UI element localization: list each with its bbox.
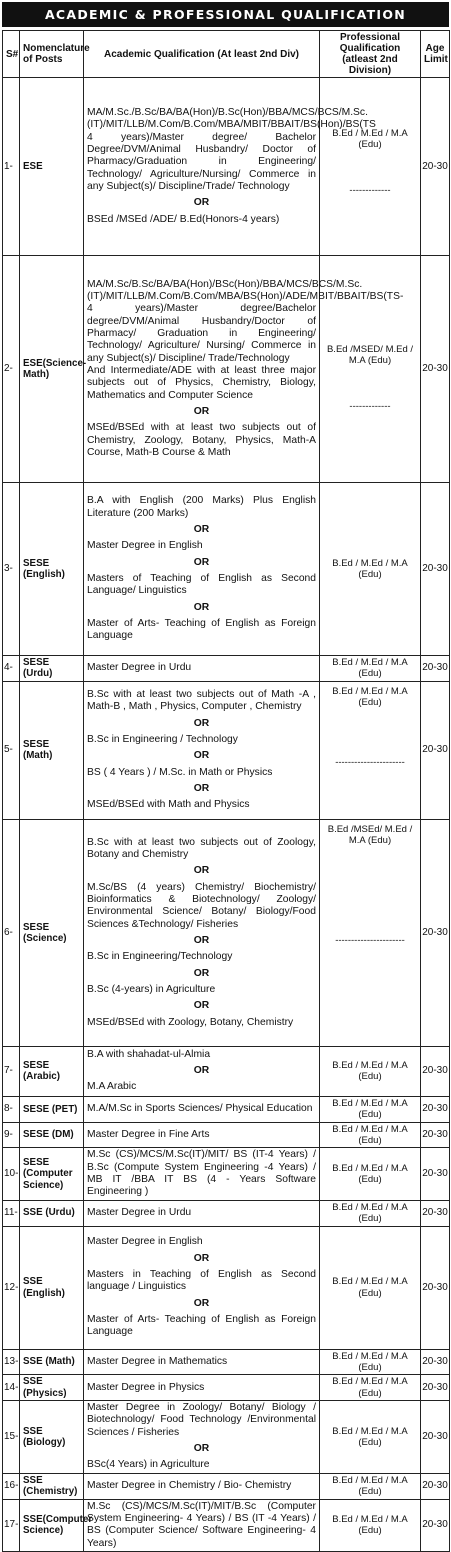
or-separator: OR bbox=[193, 782, 210, 794]
professional-qualification-dash: ---------------------- bbox=[335, 934, 405, 946]
row-age-limit: 20-30 bbox=[421, 1499, 450, 1551]
professional-qualification-text: B.Ed / M.Ed / M.A (Edu) bbox=[332, 657, 408, 680]
row-serial-number: 12- bbox=[3, 1226, 20, 1349]
professional-qualification-text: B.Ed / M.Ed / M.A (Edu) bbox=[332, 1123, 408, 1146]
qualification-line: M.A Arabic bbox=[87, 1081, 137, 1093]
row-age-limit: 20-30 bbox=[421, 1200, 450, 1226]
row-post-name: SSE (Math) bbox=[20, 1349, 84, 1375]
row-professional-qualification bbox=[320, 1473, 421, 1499]
table-row bbox=[3, 1096, 450, 1122]
or-separator: OR bbox=[193, 197, 210, 209]
row-serial-number: 8- bbox=[3, 1096, 20, 1122]
professional-qualification-text: B.Ed / M.Ed / M.A (Edu) bbox=[332, 1201, 408, 1225]
qualification-line: Master Degree in Urdu bbox=[87, 1206, 192, 1218]
or-separator: OR bbox=[193, 967, 210, 979]
qualification-line: Masters of Teaching of English as Second Language/ Linguistics bbox=[87, 573, 316, 597]
qualification-line: Master Degree in Physics bbox=[87, 1381, 205, 1393]
or-separator: OR bbox=[193, 1443, 210, 1455]
or-separator: OR bbox=[193, 601, 210, 613]
qualification-line: B.A with English (200 Marks) Plus English Literature (200 Marks) bbox=[87, 495, 316, 519]
qualification-line: B.Sc in Engineering / Technology bbox=[87, 733, 238, 745]
row-serial-number: 5- bbox=[3, 681, 20, 819]
row-academic-qualification bbox=[84, 1096, 320, 1122]
professional-qualification-dash: ------------- bbox=[349, 184, 391, 196]
row-post-name: SESE (English) bbox=[20, 483, 84, 656]
professional-qualification-text: B.Ed /MSED/ M.Ed / M.A (Edu) bbox=[326, 344, 414, 367]
table-row bbox=[3, 819, 450, 1046]
qualification-line: Masters in Teaching of English as Second language / Linguistics bbox=[87, 1268, 316, 1293]
row-post-name: SSE (Urdu) bbox=[20, 1200, 84, 1226]
row-serial-number: 4- bbox=[3, 656, 20, 682]
row-serial-number: 2- bbox=[3, 256, 20, 483]
row-academic-qualification bbox=[84, 483, 320, 656]
row-post-name: SESE (Urdu) bbox=[20, 656, 84, 682]
table-body bbox=[3, 78, 450, 1552]
qualification-table bbox=[2, 30, 450, 1552]
or-separator: OR bbox=[193, 865, 210, 877]
table-header-row bbox=[3, 31, 450, 78]
or-separator: OR bbox=[193, 406, 210, 418]
qualification-line: Master Degree in Mathematics bbox=[87, 1355, 228, 1367]
table-row bbox=[3, 1349, 450, 1375]
row-professional-qualification bbox=[320, 656, 421, 682]
or-separator: OR bbox=[193, 934, 210, 946]
row-academic-qualification bbox=[84, 681, 320, 819]
row-academic-qualification bbox=[84, 1122, 320, 1148]
row-academic-qualification bbox=[84, 1401, 320, 1474]
row-academic-qualification bbox=[84, 1473, 320, 1499]
row-professional-qualification bbox=[320, 1148, 421, 1200]
qualification-line: Master Degree in Urdu bbox=[87, 662, 192, 674]
table-row bbox=[3, 681, 450, 819]
table-row bbox=[3, 1375, 450, 1401]
row-professional-qualification bbox=[320, 1200, 421, 1226]
row-serial-number: 6- bbox=[3, 819, 20, 1046]
row-age-limit: 20-30 bbox=[421, 483, 450, 656]
professional-qualification-text: B.Ed / M.Ed / M.A (Edu) bbox=[332, 685, 408, 709]
row-age-limit: 20-30 bbox=[421, 656, 450, 682]
table-row bbox=[3, 1200, 450, 1226]
row-academic-qualification bbox=[84, 1349, 320, 1375]
qualification-line: Master Degree in Fine Arts bbox=[87, 1128, 210, 1140]
or-separator: OR bbox=[193, 1297, 210, 1309]
row-post-name: SESE (DM) bbox=[20, 1122, 84, 1148]
row-post-name: ESE bbox=[20, 78, 84, 256]
page-title: ACADEMIC & PROFESSIONAL QUALIFICATION bbox=[2, 2, 449, 27]
professional-qualification-dash: ---------------------- bbox=[335, 756, 405, 768]
row-age-limit: 20-30 bbox=[421, 1473, 450, 1499]
qualification-line: M.A/M.Sc in Sports Sciences/ Physical Education bbox=[87, 1103, 313, 1114]
row-academic-qualification bbox=[84, 656, 320, 682]
professional-qualification-dash: ------------- bbox=[349, 400, 391, 412]
professional-qualification-text: B.Ed / M.Ed / M.A (Edu) bbox=[332, 1097, 408, 1121]
qualification-line: BS ( 4 Years ) / M.Sc. in Math or Physics bbox=[87, 766, 273, 778]
professional-qualification-text: B.Ed / M.Ed / M.A (Edu) bbox=[332, 128, 408, 151]
table-row bbox=[3, 78, 450, 256]
header-academic: Academic Qualification (At least 2nd Div) bbox=[84, 31, 320, 78]
row-academic-qualification bbox=[84, 1375, 320, 1401]
qualification-line: Master Degree in Chemistry / Bio- Chemistry bbox=[87, 1480, 292, 1491]
row-post-name: SSE (Biology) bbox=[20, 1401, 84, 1474]
qualification-line: MA/M.Sc./B.Sc/BA/BA(Hon)/B.Sc(Hon)/BBA/MCS/BCS/M.Sc.(IT)/MIT/LLB/M.Com/B.Com/MBA/MBIT/BBAIT/BS(Hon)/BS(TS 4 years)/Master degree/ Bachelor Degree/DVM/Animal Husbandry/ Doctor of Pharmacy/Graduation in Engineering/ Technology/ Agriculture/Nursing/ Commerce in any Subject(s)/ Discipline/Trade/ Technology bbox=[87, 106, 376, 193]
row-post-name: SESE (Science) bbox=[20, 819, 84, 1046]
qualification-line: Master Degree in English bbox=[87, 540, 203, 552]
row-post-name: SSE (English) bbox=[20, 1226, 84, 1349]
row-professional-qualification bbox=[320, 1122, 421, 1148]
professional-qualification-text: B.Ed / M.Ed / M.A (Edu) bbox=[332, 1376, 408, 1399]
row-academic-qualification bbox=[84, 1200, 320, 1226]
qualification-line: MSEd/BSEd with at least two subjects out of Chemistry, Zoology, Botany, Physics, Math-A Course, Math-B Course & Math bbox=[87, 422, 316, 459]
row-age-limit: 20-30 bbox=[421, 1226, 450, 1349]
professional-qualification-text: B.Ed / M.Ed / M.A (Edu) bbox=[332, 1474, 408, 1498]
row-academic-qualification bbox=[84, 819, 320, 1046]
professional-qualification-text: B.Ed / M.Ed / M.A (Edu) bbox=[332, 557, 408, 580]
professional-qualification-text: B.Ed / M.Ed / M.A (Edu) bbox=[332, 1059, 408, 1083]
qualification-line: M.Sc (CS)/MCS/M.Sc(IT)/MIT/ BS (IT-4 Years) / B.Sc (Compute System Engineering -4 Years) / MB IT /BBA IT BS (4 - Years Software Engineering ) bbox=[87, 1149, 316, 1198]
table-row bbox=[3, 656, 450, 682]
qualification-line: B.A with shahadat-ul-Almia bbox=[87, 1048, 211, 1060]
row-age-limit: 20-30 bbox=[421, 1401, 450, 1474]
row-academic-qualification bbox=[84, 1148, 320, 1200]
row-post-name: SSE(Computer Science) bbox=[20, 1499, 84, 1551]
row-professional-qualification bbox=[320, 483, 421, 656]
qualification-line: MA/M.Sc/B.Sc/BA/BA(Hon)/BSc(Hon)/BBA/MCS/BCS/M.Sc.(IT)/MIT/LLB/M.Com/B.Com/MBA/BS(Hon)/ADE/MBIT/BBAIT/BS(TS-4 years)/Master degree/Bachelor degree/DVM/Animal Husbandry/Doctor of Pharmacy/ Graduation in Engineering/ Technology/ Agriculture/ Nursing/ Commerce in any Subject(s)/ Discipline/ Trade/Technology bbox=[87, 278, 404, 364]
row-age-limit: 20-30 bbox=[421, 1046, 450, 1096]
row-professional-qualification bbox=[320, 1349, 421, 1375]
qualification-line: Master of Arts- Teaching of English as Foreign Language bbox=[87, 1314, 316, 1338]
professional-qualification-text: B.Ed / M.Ed / M.A (Edu) bbox=[332, 1513, 408, 1537]
qualification-line: MSEd/BSEd with Zoology, Botany, Chemistry bbox=[87, 1016, 294, 1028]
row-age-limit: 20-30 bbox=[421, 256, 450, 483]
row-post-name: SSE (Chemistry) bbox=[20, 1473, 84, 1499]
qualification-line: Master Degree in English bbox=[87, 1236, 203, 1248]
professional-qualification-text: B.Ed / M.Ed / M.A (Edu) bbox=[332, 1276, 408, 1299]
row-professional-qualification bbox=[320, 78, 421, 256]
qualification-line: Master of Arts- Teaching of English as Foreign Language bbox=[87, 618, 316, 642]
row-age-limit: 20-30 bbox=[421, 681, 450, 819]
row-age-limit: 20-30 bbox=[421, 819, 450, 1046]
table-row bbox=[3, 1122, 450, 1148]
qualification-line: And Intermediate/ADE with at least three major subjects out of Physics, Chemistry, Biology, Mathematics and Computer Science bbox=[87, 365, 316, 401]
professional-qualification-text: B.Ed /MSEd/ M.Ed / M.A (Edu) bbox=[327, 823, 413, 847]
row-professional-qualification bbox=[320, 681, 421, 819]
header-sn: S# bbox=[3, 31, 20, 78]
row-age-limit: 20-30 bbox=[421, 1349, 450, 1375]
row-professional-qualification bbox=[320, 1046, 421, 1096]
row-age-limit: 20-30 bbox=[421, 1096, 450, 1122]
or-separator: OR bbox=[193, 1252, 210, 1264]
row-academic-qualification bbox=[84, 1046, 320, 1096]
row-age-limit: 20-30 bbox=[421, 1375, 450, 1401]
qualification-line: B.Sc with at least two subjects out of Zoology, Botany and Chemistry bbox=[87, 836, 316, 860]
qualification-line: M.Sc/BS (4 years) Chemistry/ Biochemistry/ Bioinformatics & Biotechnology/ Zoology/ Environmental Science/ Botany/ Biology/Food Sciences &Technology/ Fisheries bbox=[87, 881, 316, 930]
table-row bbox=[3, 483, 450, 656]
row-serial-number: 13- bbox=[3, 1349, 20, 1375]
qualification-line: Master Degree in Zoology/ Botany/ Biology / Biotechnology/ Food Technology /Environmental Sciences / Fisheries bbox=[87, 1402, 316, 1438]
qualification-line: B.Sc in Engineering/Technology bbox=[87, 951, 233, 963]
table-row bbox=[3, 1401, 450, 1474]
header-professional: Professional Qualification (atleast 2nd Division) bbox=[320, 31, 421, 78]
row-post-name: SESE (Arabic) bbox=[20, 1046, 84, 1096]
row-serial-number: 3- bbox=[3, 483, 20, 656]
qualification-line: MSEd/BSEd with Math and Physics bbox=[87, 799, 250, 811]
row-post-name: SESE (Math) bbox=[20, 681, 84, 819]
header-post: Nomenclature of Posts bbox=[20, 31, 84, 78]
or-separator: OR bbox=[193, 717, 210, 729]
row-serial-number: 17- bbox=[3, 1499, 20, 1551]
row-post-name: SESE (Computer Science) bbox=[20, 1148, 84, 1200]
row-serial-number: 15- bbox=[3, 1401, 20, 1474]
qualification-line: BSEd /MSEd /ADE/ B.Ed(Honors-4 years) bbox=[87, 213, 280, 225]
qualification-line: B.Sc with at least two subjects out of Math -A , Math-B , Math , Physics, Computer , Chemistry bbox=[87, 688, 316, 713]
table-row bbox=[3, 1148, 450, 1200]
row-serial-number: 11- bbox=[3, 1200, 20, 1226]
row-serial-number: 1- bbox=[3, 78, 20, 256]
professional-qualification-text: B.Ed / M.Ed / M.A (Edu) bbox=[332, 1350, 408, 1373]
or-separator: OR bbox=[193, 750, 210, 762]
row-professional-qualification bbox=[320, 1375, 421, 1401]
row-age-limit: 20-30 bbox=[421, 1148, 450, 1200]
or-separator: OR bbox=[193, 1000, 210, 1012]
or-separator: OR bbox=[193, 1065, 210, 1077]
or-separator: OR bbox=[193, 556, 210, 568]
row-post-name: SSE (Physics) bbox=[20, 1375, 84, 1401]
row-academic-qualification bbox=[84, 1226, 320, 1349]
row-serial-number: 14- bbox=[3, 1375, 20, 1401]
or-separator: OR bbox=[193, 523, 210, 535]
row-professional-qualification bbox=[320, 819, 421, 1046]
row-serial-number: 16- bbox=[3, 1473, 20, 1499]
header-age: Age Limit bbox=[421, 31, 450, 78]
qualification-line: BSc(4 Years) in Agriculture bbox=[87, 1459, 210, 1471]
qualification-line: B.Sc (4-years) in Agriculture bbox=[87, 983, 216, 995]
professional-qualification-text: B.Ed / M.Ed / M.A (Edu) bbox=[332, 1162, 408, 1186]
row-age-limit: 20-30 bbox=[421, 78, 450, 256]
row-professional-qualification bbox=[320, 1226, 421, 1349]
row-post-name: ESE(Science-Math) bbox=[20, 256, 84, 483]
row-age-limit: 20-30 bbox=[421, 1122, 450, 1148]
qualification-line: M.Sc (CS)/MCS/M.Sc(IT)/MIT/B.Sc (Computer System Engineering- 4 Years) / BS (IT -4 Years) / BS (Computer Science/ Software Engineering- 4 Years) bbox=[87, 1500, 316, 1549]
table-row bbox=[3, 1046, 450, 1096]
row-serial-number: 7- bbox=[3, 1046, 20, 1096]
row-post-name: SESE (PET) bbox=[20, 1096, 84, 1122]
row-serial-number: 9- bbox=[3, 1122, 20, 1148]
row-professional-qualification bbox=[320, 1401, 421, 1474]
table-row bbox=[3, 1473, 450, 1499]
row-serial-number: 10- bbox=[3, 1148, 20, 1200]
table-row bbox=[3, 1226, 450, 1349]
row-professional-qualification bbox=[320, 1096, 421, 1122]
professional-qualification-text: B.Ed / M.Ed / M.A (Edu) bbox=[332, 1425, 408, 1448]
table-row bbox=[3, 256, 450, 483]
